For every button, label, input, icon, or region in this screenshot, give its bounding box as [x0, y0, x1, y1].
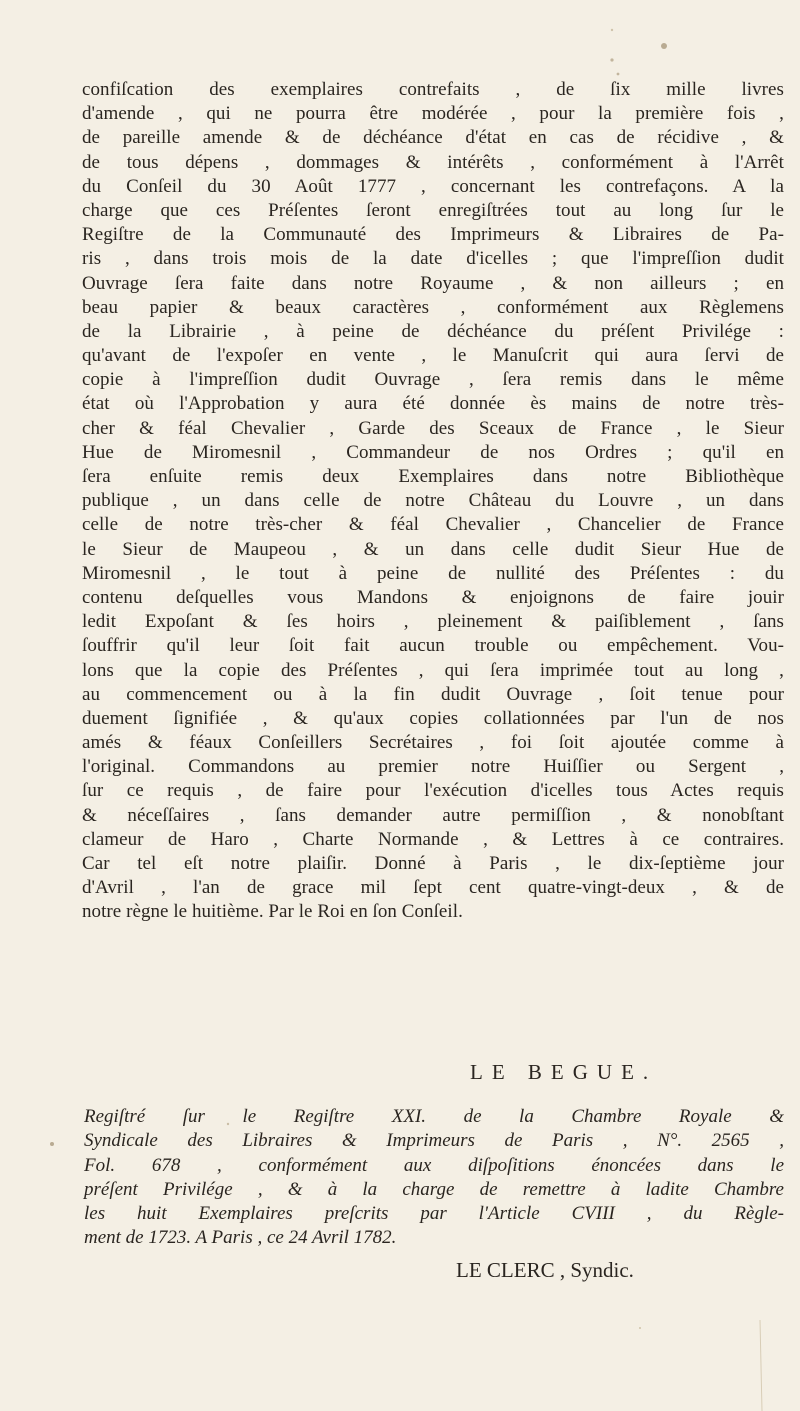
text-line: ſera enſuite remis deux Exemplaires dans notre Bibliothèque	[82, 466, 784, 487]
text-line: contenu deſquelles vous Mandons & enjoignons de faire jouir	[82, 586, 784, 608]
text-line: d'amende , qui ne pourra être modérée , pour la première fois ,	[82, 103, 784, 125]
text-line: copie à l'impreſſion dudit Ouvrage , ſera remis dans le même	[82, 369, 784, 391]
text-line: amés & féaux Conſeillers Secrétaires , foi ſoit ajoutée comme à	[82, 732, 784, 754]
registration-line: Syndicale des Libraires & Imprimeurs de Paris , N°. 2565 ,	[84, 1130, 784, 1152]
text-line: au commencement ou à la fin dudit Ouvrage , ſoit tenue pour	[82, 683, 784, 705]
text-line: ris , dans trois mois de la date d'icelles ; que l'impreſſion dudit	[82, 248, 784, 270]
text-line: Regiſtre de la Communauté des Imprimeurs & Libraires de Pa-	[82, 224, 784, 246]
ink-speck	[617, 73, 620, 76]
text-line: de la Librairie , à peine de déchéance du préſent Privilége :	[82, 320, 784, 342]
text-line: le Sieur de Maupeou , & un dans celle dudit Sieur Hue de	[82, 538, 784, 560]
text-line: notre règne le huitième. Par le Roi en ſon Conſeil.	[82, 901, 463, 923]
text-line: ſouffrir qu'il leur ſoit fait aucun trouble ou empêchement. Vou-	[82, 635, 784, 657]
text-line: publique , un dans celle de notre Château du Louvre , un dans	[82, 490, 784, 512]
text-line: cher & féal Chevalier , Garde des Sceaux de France , le Sieur	[82, 417, 784, 439]
registration-line: Fol. 678 , conformément aux diſpoſitions énoncées dans le	[84, 1154, 784, 1176]
ink-speck	[610, 58, 613, 61]
text-line: du Conſeil du 30 Août 1777 , concernant les contrefaçons. A la	[82, 175, 784, 197]
text-line: ledit Expoſant & ſes hoirs , pleinement & paiſiblement , ſans	[82, 611, 784, 633]
registration-line: préſent Privilége , & à la charge de remettre à ladite Chambre	[84, 1178, 784, 1200]
signature-le-begue: LE BEGUE.	[470, 1060, 658, 1084]
text-line: beau papier & beaux caractères , conformément aux Règlemens	[82, 296, 784, 318]
text-line: duement ſignifiée , & qu'aux copies collationnées par l'un de nos	[82, 707, 784, 729]
text-line: Miromesnil , le tout à peine de nullité des Préſentes : du	[82, 562, 784, 584]
ink-speck	[661, 43, 667, 49]
text-line: d'Avril , l'an de grace mil ſept cent quatre-vingt-deux , & de	[82, 877, 784, 899]
registration-line: Regiſtré ſur le Regiſtre XXI. de la Chambre Royale &	[84, 1106, 784, 1127]
text-line: & néceſſaires , ſans demander autre permiſſion , & nonobſtant	[82, 804, 784, 826]
paper-crease	[760, 1320, 762, 1411]
ink-speck	[50, 1142, 54, 1146]
text-line: Hue de Miromesnil , Commandeur de nos Ordres ; qu'il en	[82, 441, 784, 463]
text-line: de pareille amende & de déchéance d'état en cas de récidive , &	[82, 127, 784, 149]
text-line: état où l'Approbation y aura été donnée ès mains de notre très-	[82, 393, 784, 415]
registration-line: les huit Exemplaires preſcrits par l'Article CVIII , du Règle-	[84, 1203, 784, 1225]
text-line: l'original. Commandons au premier notre Huiſſier ou Sergent ,	[82, 756, 784, 778]
text-line: ſur ce requis , de faire pour l'exécution d'icelles tous Actes requis	[82, 780, 784, 802]
text-line: Ouvrage ſera faite dans notre Royaume , & non ailleurs ; en	[82, 272, 784, 294]
text-line: clameur de Haro , Charte Normande , & Lettres à ce contraires.	[82, 828, 784, 850]
privilege-text	[82, 78, 784, 925]
ink-speck	[639, 1327, 641, 1329]
text-line: Car tel eſt notre plaiſir. Donné à Paris , le dix-ſeptième jour	[82, 853, 784, 874]
registration-note	[84, 1105, 784, 1251]
text-line: celle de notre très-cher & féal Chevalier , Chancelier de France	[82, 514, 784, 536]
ink-speck	[611, 29, 613, 31]
text-line: qu'avant de l'expoſer en vente , le Manuſcrit qui aura ſervi de	[82, 345, 784, 367]
signature-leclerc-syndic: LE CLERC , Syndic.	[456, 1258, 634, 1282]
text-line: lons que la copie des Préſentes , qui ſera imprimée tout au long ,	[82, 659, 784, 681]
registration-line: ment de 1723. A Paris , ce 24 Avril 1782.	[84, 1227, 397, 1249]
text-line: de tous dépens , dommages & intérêts , conformément à l'Arrêt	[82, 151, 784, 173]
text-line: charge que ces Préſentes ſeront enregiſtrées tout au long ſur le	[82, 199, 784, 221]
text-line: confiſcation des exemplaires contrefaits , de ſix mille livres	[82, 79, 784, 100]
